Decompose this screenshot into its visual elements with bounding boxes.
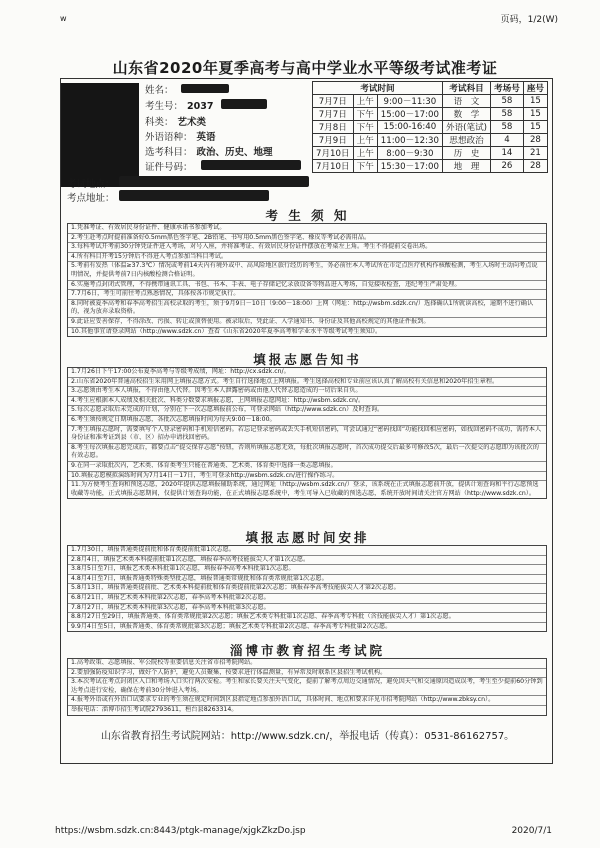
category-value: 艺术类 [177,117,207,128]
notice-item: 2.考生赴考点时提前准备好0.5mm黑色签字笔、2B铅笔、书写用0.5mm黑色签字笔、橡皮等考试必需用品。 [68,234,546,244]
exam-date: 7月9日 [313,134,354,147]
exam-time: 15:00-16:40 [377,121,442,134]
cert-label: 证件号码： [145,162,193,173]
apply-item: 10.填报志愿模拟演练时间为7月14日－17日，考生可登录http://wsbm.sdzk.cn/进行操作练习。 [68,472,546,482]
notice-title: 考 生 须 知 [265,208,350,223]
language-value: 英语 [196,132,216,143]
language-label: 外语语种： [145,132,193,143]
apply-item: 2.山东省2020年普通高校招生采用网上填报志愿方式。考生自行选择地点上网填报。考生选择高校和专业前应该认真了解高校有关信息和2020年招生章程。 [68,378,546,388]
exam-room: 58 [491,95,524,108]
exam-period: 上午 [353,95,377,108]
apply-item: 11.为方便考生查询和预选志愿，2020年提供志愿填报辅助系统，通过网址（http://wsbm.sdzk.cn/）登录，该系统在正式填报志愿前开放，提供计划查询和平行志愿预选收藏等功能，正式填报志愿期间，仅提供计划查询功能，在正式填报志愿系统中，考生可导入已收藏的预选志愿，系统开放时间请关注官方网站（http://www.sdzk.cn）。 [71,481,539,497]
exam-subject: 数 学 [442,108,490,121]
exam-seat: 15 [523,95,547,108]
apply-item: 7.考生填报志愿时，需要填写个人登录密码和手机短信密码。若忘记登录密码或丢失手机短信密码，可尝试通过“密码找回”功能找回相应密码，如找回密码不成功，需持本人身份证和准考证到县（市、区）招办申请找回密码。 [68,426,546,444]
redacted-cert [201,160,301,170]
exam-seat: 28 [523,160,547,173]
header-subject: 考试科目 [442,82,490,95]
redacted-name [181,84,229,93]
institute-item: 2.要加强防疫知识学习，做好个人防护，避免人员聚集，按要求进行体温测量，有异常及时联系区县招生考试机构。 [68,669,546,679]
exam-room: 58 [491,121,524,134]
apply-item: 3.志愿须由考生本人填报，不得由他人代替。因考生本人泄露密码或由他人代替志愿造成的一切后果自负。 [68,387,546,397]
exam-seat: 28 [523,134,547,147]
footer-contact: 山东省教育招生考试院网站：http://www.sdzk.cn/，举报电话（传真）：0531-86162757。 [100,731,515,742]
schedule-item: 8.8月27日至29日，填报普通类、体育类常规批第2次志愿；填报艺术类专科批第1次志愿、春季高考专科批（含技能拔尖人才）第1次志愿。 [68,613,546,623]
exam-seat: 15 [523,108,547,121]
exam-time: 8:00－9:30 [377,147,442,160]
candidate-info [61,79,554,205]
exam-seat: 21 [523,147,547,160]
schedule-box [67,545,547,632]
apply-item: 4.考生应根据本人成绩及相关批次、科类分数要求填报志愿，上网填报志愿网址：http://wsbm.sdzk.cn/。 [68,397,546,407]
notice-item: 5.考前有发热（体温≥37.3℃）情况或考前14天内有境外或中、高风险地区旅行经历的考生，务必前往本人考试所在市定点医疗机构作核酸检测，考生入场时主动向考点说明情况，并提供考前7日内核酸检测合格证明。 [68,262,546,280]
schedule-item: 7.8月27日，填报艺术类本科批第3次志愿，春季高考本科批第3次志愿。 [68,604,546,614]
apply-item: 1.7月26日下午17:00公布夏季高考与等级考成绩，网址：http://cx.sdzk.cn/。 [68,368,546,378]
apply-item: 8.考生每次填报志愿完成后，都要点击“提交保存志愿”按钮，否则所填报志愿无效，每批次填报志愿时，首次成功提交后最多可修改5次，最后一次提交的志愿即为该批次的有效志愿。 [68,444,546,462]
schedule-item: 2.8月4日，填报艺术类本科提前批第1次志愿，填报春季高考技能拔尖人才第1次志愿。 [68,556,546,566]
table-row [313,95,548,108]
apply-item: 5.每次志愿录取后未完成的计划，分别在下一次志愿填报前公布，可登录网站（http://www.sdzk.cn）及时查询。 [68,406,546,416]
exam-date: 7月8日 [313,121,354,134]
apply-box [67,367,547,499]
schedule-item: 5.8月13日，填报普通类提前批、艺术类本科提前批和体育类提前批第2次志愿；填报春季高考技能拔尖人才第2次志愿。 [68,584,546,594]
name-field [145,82,174,96]
institute-box [67,658,547,716]
table-row [313,108,548,121]
exam-period: 上午 [353,134,377,147]
notice-item: 4.所有科目开考15分钟后不得进入考点参加当科目考试。 [68,253,546,263]
redacted-site [119,176,309,187]
exam-subject: 思想政治 [442,134,490,147]
exam-table-header [313,82,548,95]
schedule-item: 6.8月21日，填报艺术类本科批第2次志愿，春季高考本科批第2次志愿。 [68,594,546,604]
notice-item: 8.同时被夏季高考和春季高考招生高校录取的考生，须于9月9日－10日（9:00－18:00）上网（网址：http://wsbm.sdzk.cn/）选择确认1所就读高校，逾期不进行确认的，视为放弃录取资格。 [68,300,546,318]
schedule-item: 3.8月5日至7日，填报艺术类本科批第1次志愿，填报春季高考本科批第1次志愿。 [68,565,546,575]
institute-item: 3.本次考试在考点封闭区入口和考场入口实行两次安检。考生和家长要关注天气变化，提前了解考点周边交通情况，避免因天气和交通原因造成误考，考生至少提前60分钟到达考点进行安检，确保在考前30分钟进入考场。 [68,678,546,696]
exam-period: 下午 [353,160,377,173]
page-url: https://wsbm.sdzk.cn:8443/ptgk-manage/xjgkZkzDo.jsp [55,826,306,836]
subjects-value: 政治、历史、地理 [196,147,273,158]
id-value: 2037 [187,101,214,112]
exam-subject: 语 文 [442,95,490,108]
subjects-label: 选考科目： [145,147,193,158]
redacted-id [221,99,267,109]
exam-period: 下午 [353,121,377,134]
exam-date: 7月10日 [313,160,354,173]
document-title: 山东省2020年夏季高考与高中学业水平等级考试准考证 [112,59,498,77]
exam-time: 9:00－11:30 [377,95,442,108]
category-label: 科类： [145,117,174,128]
exam-seat: 15 [523,121,547,134]
notice-item: 7.7月6日，考生可前往考点熟悉情况，具体按各市规定执行。 [68,290,546,300]
exam-subject: 历 史 [442,147,490,160]
exam-period: 上午 [353,147,377,160]
redacted-address [119,190,269,201]
notice-item: 10.其他事宜请登录网站（http://www.sdzk.cn）查看《山东省2020年夏季高考和学业水平等级考试考生须知》。 [71,327,382,335]
category-field [145,114,206,128]
exam-time: 15:00－17:00 [377,108,442,121]
exam-date: 7月7日 [313,108,354,121]
exam-schedule-table [312,81,548,173]
header-room: 考场号 [491,82,524,95]
table-row [313,121,548,134]
table-row [313,160,548,173]
header-exam-time: 考试时间 [313,82,443,95]
cert-field [145,159,193,173]
exam-time: 11:00－12:30 [377,134,442,147]
exam-date: 7月10日 [313,147,354,160]
header-letter: w [60,14,67,23]
schedule-item: 4.8月4日至7日，填报普通类特殊类型批志愿，填报普通类常规批和体育类常规批第1次志愿。 [68,575,546,585]
table-row [313,134,548,147]
id-field [145,98,213,112]
exam-subject: 地 理 [442,160,490,173]
notice-box [67,223,547,337]
exam-room: 26 [491,160,524,173]
table-row [313,147,548,160]
site-field [67,176,115,190]
exam-room: 58 [491,108,524,121]
page-number: 页码，1/2(W) [500,15,558,25]
exam-period: 下午 [353,108,377,121]
address-field [67,190,115,204]
exam-room: 4 [491,134,524,147]
print-date: 2020/7/1 [511,826,552,836]
exam-date: 7月7日 [313,95,354,108]
notice-item: 9.此证应妥善保存，不得涂改、污损、转让或顶替使用。被录取后，凭此证、入学通知书、身份证及其他高校规定的其他证件报到。 [68,318,546,328]
language-field [145,129,216,143]
schedule-title: 填报志愿时间安排 [245,530,370,545]
subjects-field [145,144,273,158]
apply-title: 填报志愿告知书 [253,352,362,367]
exam-room: 14 [491,147,524,160]
name-label: 姓名： [145,85,174,96]
id-label: 考生号： [145,101,184,112]
schedule-item: 1.7月30日，填报普通类提前批和体育类提前批第1次志愿。 [68,546,546,556]
institute-title: 淄博市教育招生考试院 [229,643,385,658]
apply-item: 6.考生须按规定日期填报志愿，各批次志愿填报时间为每天9:00－18:00。 [68,416,546,426]
ticket-card [60,78,553,764]
institute-item: 4.报考外语或有外语口试要求专业的考生须在规定时间到区县指定地点参加外语口试，具体时间、地点和要求详见市招考院网站（http://www.zbksy.cn）。 [68,696,546,706]
redacted-photo [61,83,139,187]
notice-item: 3.每科考试开考前30分钟凭证件进入考场，对号入座，并将准考证、有效居民身份证件摆放在考桌左上角。考生不得提前交卷出场。 [68,243,546,253]
exam-time: 15:30－17:00 [377,160,442,173]
notice-item: 6.实施考点封闭式管理，不得携带通讯工具、书包、书本、手表、电子存储记忆录放设备等物品进入考场，自觉接收检查，违纪考生严肃处理。 [68,281,546,291]
address-label: 考点地址： [67,193,115,204]
header-seat: 座号 [523,82,547,95]
institute-item: 1.高考政策、志愿填报、军公院校等重要信息关注省市招考院网站。 [68,659,546,669]
site-label: 考试地点： [67,179,115,190]
institute-item: 举报电话：淄博市招生考试院2793611，桓台县8263314。 [71,705,238,713]
exam-subject: 外语(笔试) [442,121,490,134]
schedule-item: 9.9月4日至5日，填报普通类、体育类常规批第3次志愿；填报艺术类专科批第2次志愿、春季高考专科批第2次志愿。 [71,622,392,630]
notice-item: 1.凭准考证、有效居民身份证件、健康承诺书参加考试。 [68,224,546,234]
apply-item: 9.在同一录取批次内，艺术类、体育类考生只能在普通类、艺术类、体育类中选择一类志愿填报。 [68,462,546,472]
